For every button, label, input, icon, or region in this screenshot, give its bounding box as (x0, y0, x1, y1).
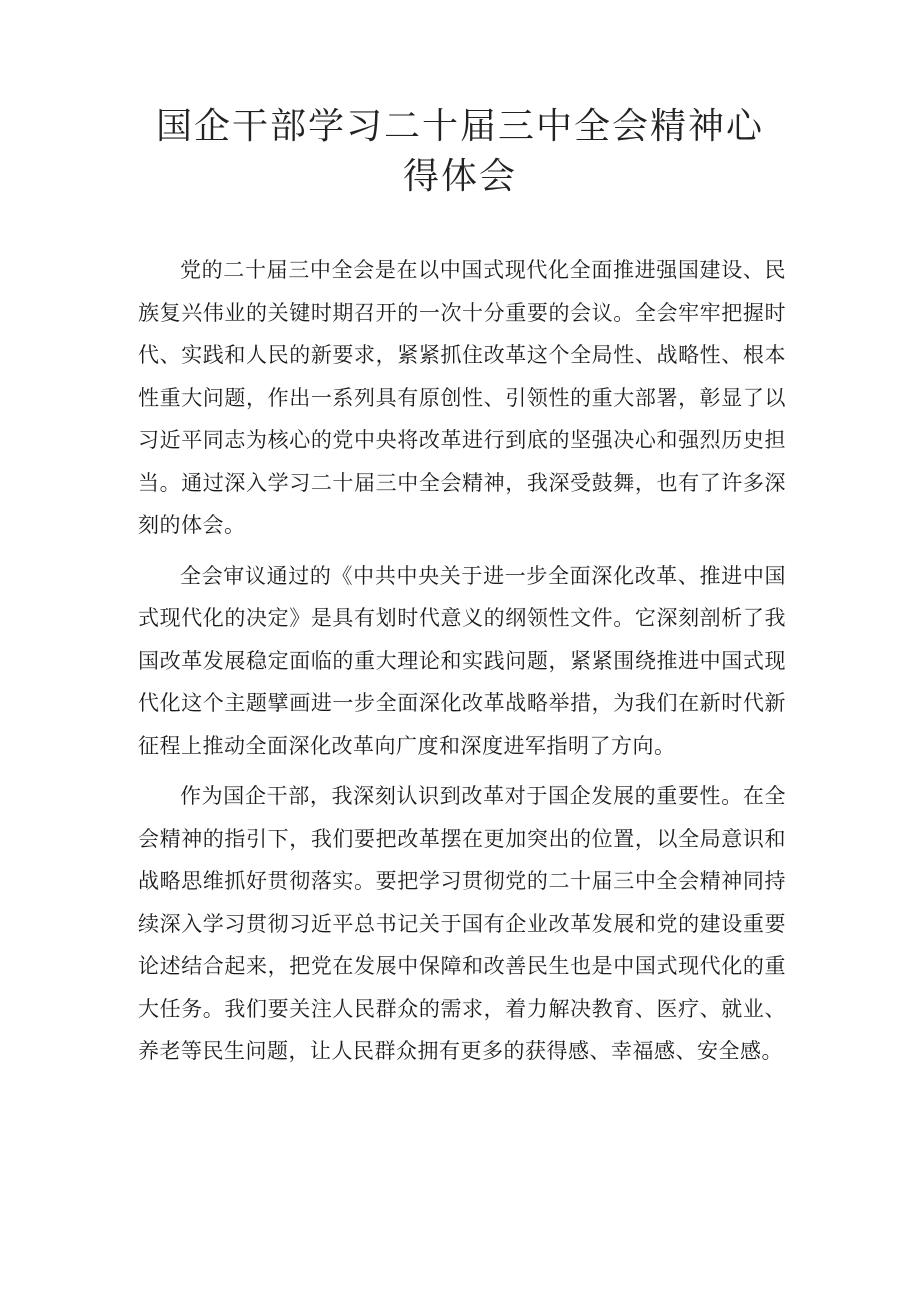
paragraph-3: 作为国企干部，我深刻认识到改革对于国企发展的重要性。在全会精神的指引下，我们要把改革摆在更加突出的位置，以全局意识和战略思维抓好贯彻落实。要把学习贯彻党的二十届三中全会精神同持续深入学习贯彻习近平总书记关于国有企业改革发展和党的建设重要论述结合起来，把党在发展中保障和改善民生也是中国式现代化的重大任务。我们要关注人民群众的需求，着力解决教育、医疗、就业、养老等民生问题，让人民群众拥有更多的获得感、幸福感、安全感。 (138, 784, 786, 1063)
document-title: 国企干部学习二十届三中全会精神心得体会 (155, 106, 764, 197)
paragraph-1: 党的二十届三中全会是在以中国式现代化全面推进强国建设、民族复兴伟业的关键时期召开的一次十分重要的会议。全会牢牢把握时代、实践和人民的新要求，紧紧抓住改革这个全局性、战略性、根本性重大问题，作出一系列具有原创性、引领性的重大部署，彰显了以习近平同志为核心的党中央将改革进行到底的坚强决心和强烈历史担当。通过深入学习二十届三中全会精神，我深受鼓舞，也有了许多深刻的体会。 (138, 258, 786, 537)
document-body (138, 249, 786, 1081)
paragraph-2: 全会审议通过的《中共中央关于进一步全面深化改革、推进中国式现代化的决定》是具有划时代意义的纲领性文件。它深刻剖析了我国改革发展稳定面临的重大理论和实践问题，紧紧围绕推进中国式现代化这个主题擘画进一步全面深化改革战略举措，为我们在新时代新征程上推动全面深化改革向广度和深度进军指明了方向。 (138, 563, 786, 758)
